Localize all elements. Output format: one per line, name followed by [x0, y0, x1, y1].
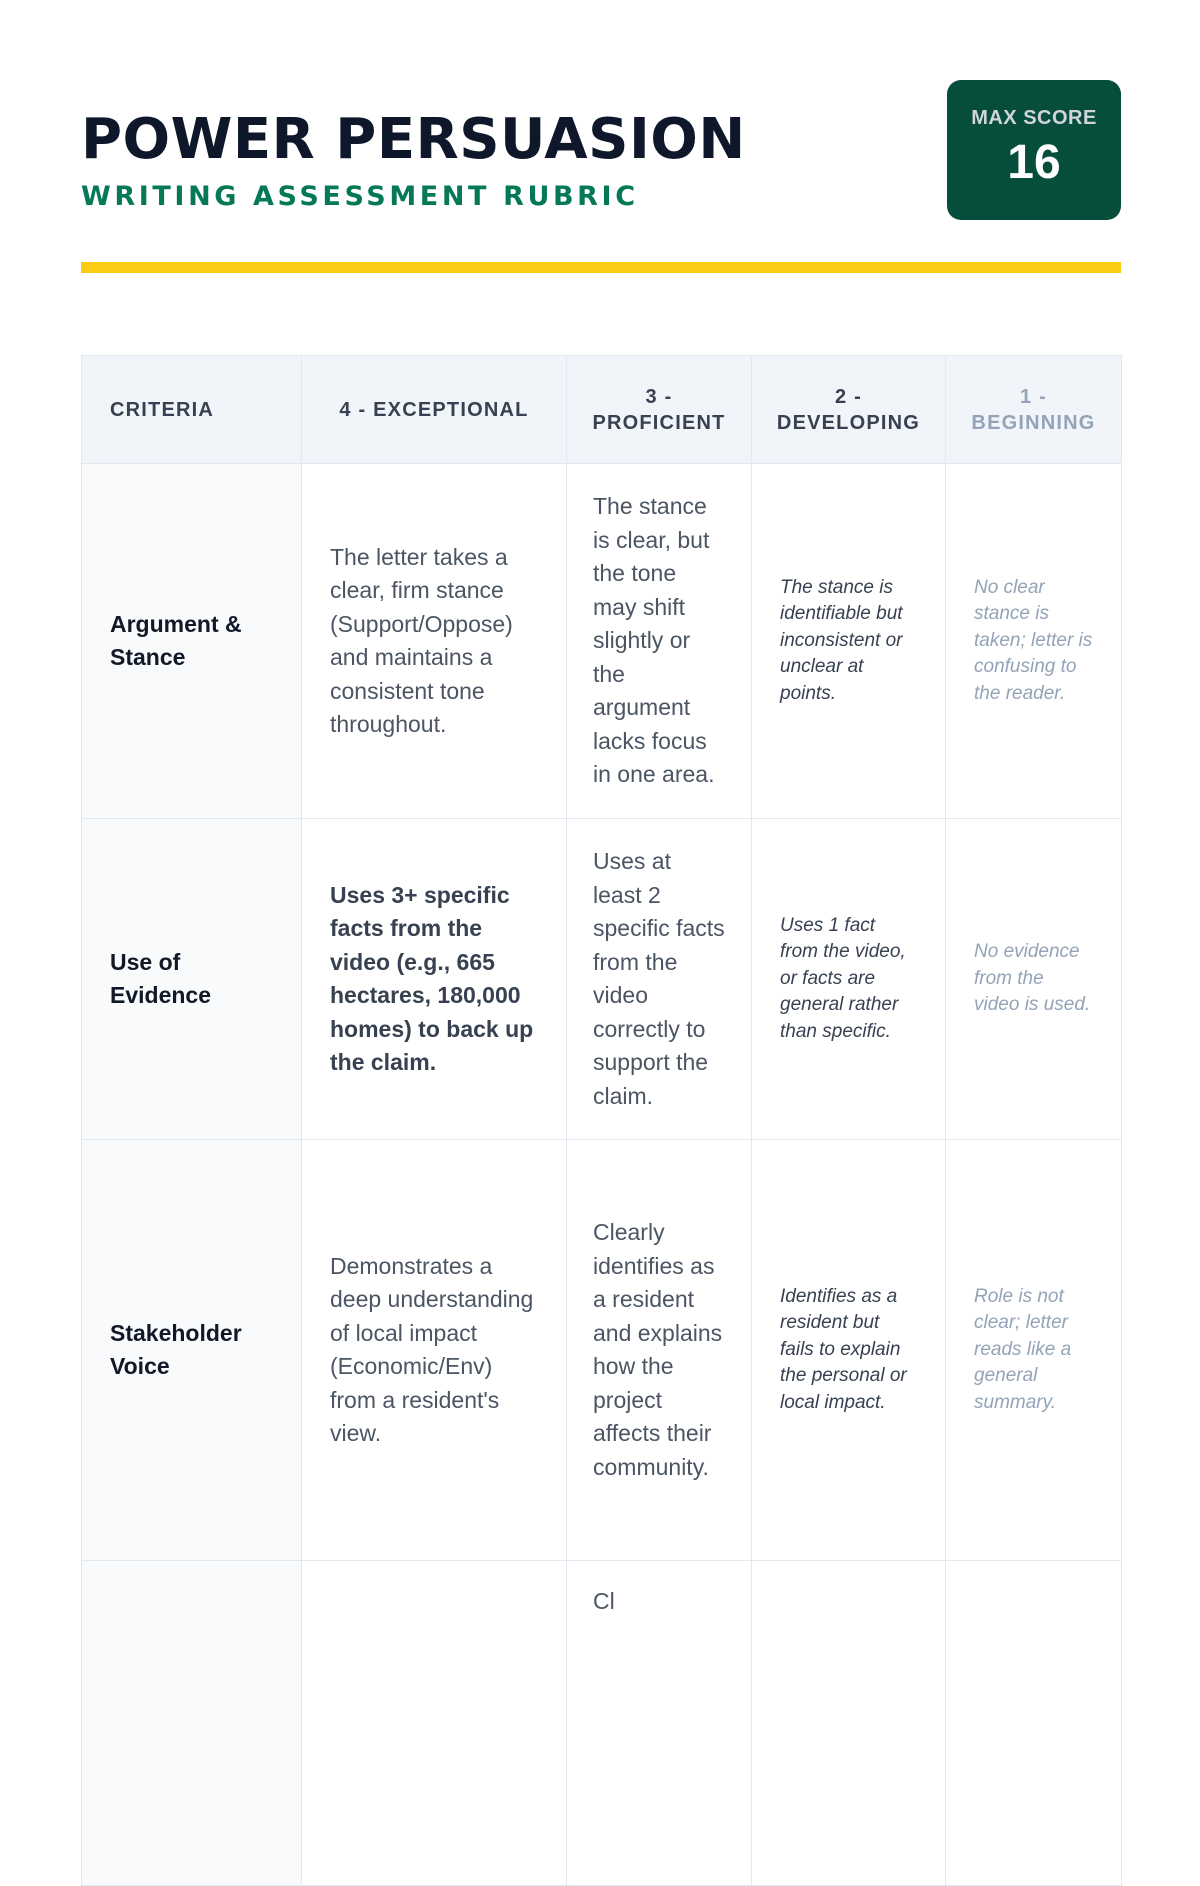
- developing-cell: Uses 1 fact from the video, or facts are general rather than specific.: [752, 819, 946, 1140]
- beginning-cell: Role is not clear; letter reads like a general summary.: [946, 1140, 1122, 1561]
- table-header-row: [82, 356, 1122, 464]
- developing-cell: Identifies as a resident but fails to explain the personal or local impact.: [752, 1140, 946, 1561]
- beginning-cell: No evidence from the video is used.: [946, 819, 1122, 1140]
- page-title: POWER PERSUASION: [81, 107, 746, 172]
- page-subtitle: WRITING ASSESSMENT RUBRIC: [81, 181, 639, 212]
- column-header-proficient: 3 - PROFICIENT: [567, 356, 752, 464]
- proficient-cell: Clearly identifies as a resident and explains how the project affects their community.: [567, 1140, 752, 1561]
- table-row: [82, 1140, 1122, 1561]
- beginning-cell: [946, 1561, 1122, 1886]
- proficient-cell: The stance is clear, but the tone may shift slightly or the argument lacks focus in one area.: [567, 464, 752, 819]
- beginning-cell: No clear stance is taken; letter is confusing to the reader.: [946, 464, 1122, 819]
- exceptional-cell: Demonstrates a deep understanding of local impact (Economic/Env) from a resident's view.: [302, 1140, 567, 1561]
- criteria-cell: [82, 1561, 302, 1886]
- column-header-developing: 2 - DEVELOPING: [752, 356, 946, 464]
- rubric-table: [81, 355, 1122, 1886]
- criteria-cell: Use of Evidence: [82, 819, 302, 1140]
- page-header: [81, 80, 1121, 220]
- column-header-exceptional: 4 - EXCEPTIONAL: [302, 356, 567, 464]
- column-header-beginning: 1 - BEGINNING: [946, 356, 1122, 464]
- header-divider: [81, 262, 1121, 273]
- criteria-cell: Argument & Stance: [82, 464, 302, 819]
- max-score-badge: [947, 80, 1121, 220]
- developing-cell: The stance is identifiable but inconsistent or unclear at points.: [752, 464, 946, 819]
- exceptional-cell: [302, 1561, 567, 1886]
- table-row: [82, 1561, 1122, 1886]
- proficient-cell: Uses at least 2 specific facts from the video correctly to support the claim.: [567, 819, 752, 1140]
- table-row: [82, 819, 1122, 1140]
- max-score-label: MAX SCORE: [971, 107, 1097, 129]
- column-header-criteria: CRITERIA: [82, 356, 302, 464]
- table-row: [82, 464, 1122, 819]
- developing-cell: [752, 1561, 946, 1886]
- max-score-value: 16: [1007, 136, 1061, 189]
- exceptional-cell: The letter takes a clear, firm stance (Support/Oppose) and maintains a consistent tone throughout.: [302, 464, 567, 819]
- exceptional-cell: Uses 3+ specific facts from the video (e.g., 665 hectares, 180,000 homes) to back up the claim.: [302, 819, 567, 1140]
- proficient-cell: Cl: [567, 1561, 752, 1886]
- criteria-cell: Stakeholder Voice: [82, 1140, 302, 1561]
